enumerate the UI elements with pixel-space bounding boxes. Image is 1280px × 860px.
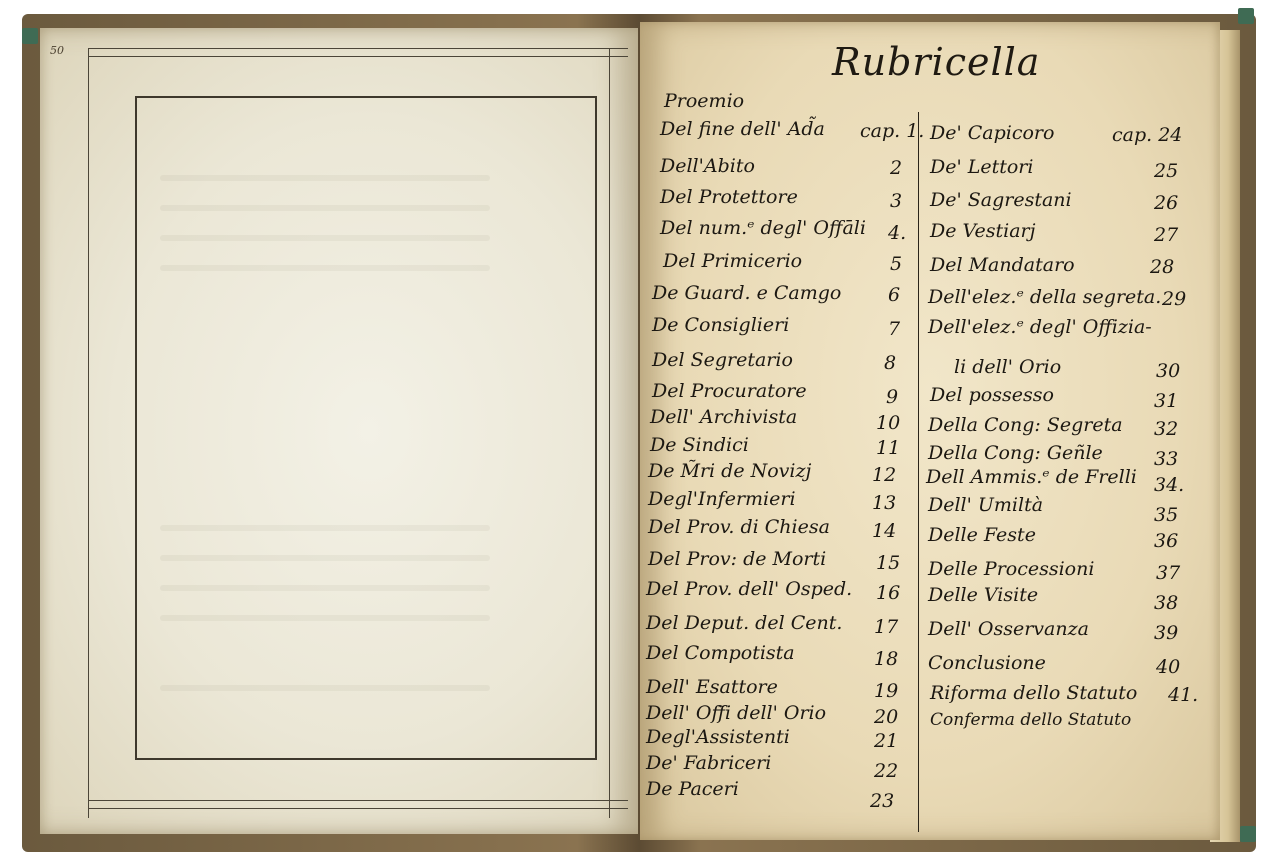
toc-entry-chapter: 3 [890,190,903,212]
bleed-through [160,205,490,211]
toc-entry-chapter: 36 [1154,530,1179,552]
page-title: Rubricella [832,40,1041,84]
toc-entry-title: Del Protettore [660,186,798,208]
toc-entry-chapter: 16 [876,582,901,604]
toc-entry-chapter: 6 [888,284,901,306]
toc-entry-title: Del Segretario [652,349,793,371]
toc-entry-chapter: 26 [1154,192,1179,214]
frame-rule [88,56,628,57]
toc-entry-title: Del possesso [930,384,1054,406]
toc-entry-title: Della Cong: Geñle [928,442,1103,464]
bleed-through [160,265,490,271]
toc-entry-title: Dell' Esattore [646,676,778,698]
toc-entry-chapter: 10 [876,412,901,434]
page-number: 50 [50,44,64,57]
frame-rule [88,800,628,801]
bleed-through [160,175,490,181]
bleed-through [160,685,490,691]
toc-entry-title: Degl'Assistenti [646,726,790,748]
toc-entry-chapter: 37 [1156,562,1181,584]
toc-entry-chapter: cap. 24 [1112,124,1183,146]
toc-entry-title: Riforma dello Statuto [930,682,1138,704]
toc-entry-title: De' Sagrestani [930,189,1072,211]
frame-rule [88,808,628,809]
toc-entry-title: De Sindici [650,434,749,456]
toc-entry-chapter: 13 [872,492,897,514]
toc-entry-chapter: 7 [888,318,901,340]
cover-corner [22,28,38,44]
toc-entry-title: Dell' Osservanza [928,618,1089,640]
toc-entry-title: li dell' Orio [954,356,1062,378]
toc-entry-chapter: 40 [1156,656,1181,678]
toc-entry-chapter: 34. [1154,474,1185,496]
toc-entry-title: Del Deput. del Cent. [646,612,843,634]
toc-entry-title: Delle Processioni [928,558,1095,580]
bleed-through [160,235,490,241]
toc-entry-title: Dell Ammis.ᵉ de Frelli [926,466,1137,488]
toc-entry-title: Conclusione [928,652,1046,674]
toc-entry-title: Del Prov: de Morti [648,548,827,570]
toc-entry-chapter: 21 [874,730,899,752]
toc-entry-title: Del Prov. di Chiesa [648,516,830,538]
toc-entry-chapter: 12 [872,464,897,486]
cover-corner [1240,826,1256,842]
toc-entry-chapter: 20 [874,706,899,728]
toc-entry-title: Conferma dello Statuto [930,710,1132,730]
toc-entry-title: De Guard. e Camgo [652,282,842,304]
toc-entry-chapter: 35 [1154,504,1179,526]
toc-entry-title: Degl'Infermieri [648,488,796,510]
toc-entry-chapter: 39 [1154,622,1179,644]
toc-entry-title: Dell'Abito [660,155,755,177]
toc-entry-title: Della Cong: Segreta [928,414,1123,436]
toc-entry-chapter: 17 [874,616,899,638]
toc-entry-chapter: 15 [876,552,901,574]
bleed-through [160,615,490,621]
toc-entry-chapter: 33 [1154,448,1179,470]
cover-corner [1238,8,1254,24]
toc-entry-title: Dell'elez.ᵉ della segreta. [928,286,1162,308]
toc-entry-title: Del Compotista [646,642,795,664]
toc-entry-chapter: 9 [886,386,899,408]
toc-entry-chapter: 8 [884,352,897,374]
toc-entry-title: De M̃ri de Novizj [648,460,812,482]
toc-entry-chapter: 32 [1154,418,1179,440]
toc-entry-chapter: 28 [1150,256,1175,278]
toc-entry-chapter: 14 [872,520,897,542]
toc-entry-chapter: 38 [1154,592,1179,614]
column-divider [918,112,919,832]
toc-entry-title: Dell' Off̃i dell' Orio [646,702,827,724]
toc-entry-title: Dell'elez.ᵉ degl' Offizia- [928,316,1152,338]
frame-rule [88,48,628,49]
toc-entry-chapter: 31 [1154,390,1179,412]
toc-entry-chapter: 2 [890,157,903,179]
toc-entry-title: De' Lettori [930,156,1034,178]
toc-entry-title: Del fine dell' Ad̃a [660,118,825,140]
bleed-through [160,525,490,531]
toc-entry-chapter: 5 [890,253,903,275]
toc-entry-chapter: 27 [1154,224,1179,246]
toc-entry-chapter: 22 [874,760,899,782]
toc-entry-title: Dell' Archivista [650,406,798,428]
toc-entry-title: De Paceri [646,778,739,800]
proemio-entry: Proemio [664,90,745,112]
toc-entry-title: Delle Visite [928,584,1039,606]
toc-entry-title: Del Primicerio [663,250,803,272]
bleed-through [160,585,490,591]
toc-entry-chapter: 11 [876,437,901,459]
toc-entry-chapter: 29 [1162,288,1187,310]
toc-entry-chapter: cap. 1. [860,120,925,142]
toc-entry-chapter: 41. [1168,684,1199,706]
toc-entry-chapter: 23 [870,790,895,812]
toc-entry-title: De' Capicoro [930,122,1055,144]
toc-entry-chapter: 25 [1154,160,1179,182]
toc-entry-title: De Consiglieri [652,314,790,336]
toc-entry-title: De Vestiarj [930,220,1036,242]
toc-entry-title: De' Fabriceri [646,752,772,774]
toc-entry-title: Del Mandataro [930,254,1075,276]
toc-entry-chapter: 30 [1156,360,1181,382]
page-frame-inner [135,96,597,760]
toc-entry-title: Del num.ᵉ degl' Offāli [660,217,866,239]
toc-entry-title: Delle Feste [928,524,1036,546]
toc-entry-title: Del Prov. dell' Osped. [646,578,853,600]
bleed-through [160,555,490,561]
toc-entry-chapter: 4. [888,222,907,244]
toc-entry-chapter: 19 [874,680,899,702]
toc-entry-chapter: 18 [874,648,899,670]
toc-entry-title: Dell' Umiltà [928,494,1044,516]
toc-entry-title: Del Procuratore [652,380,807,402]
